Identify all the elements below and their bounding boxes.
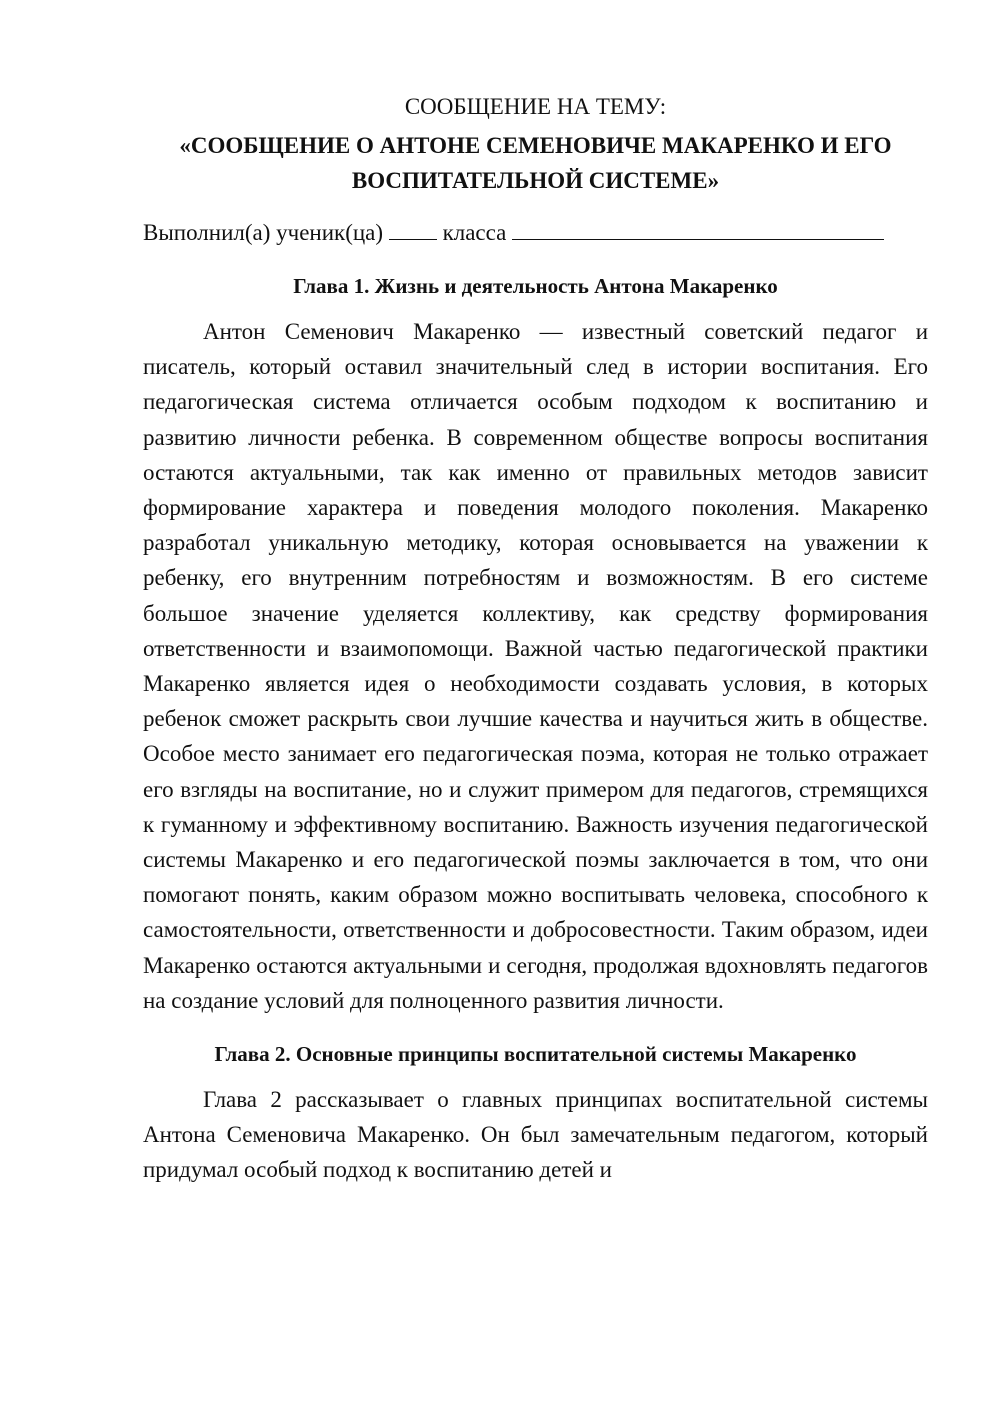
chapter-1-paragraph: Антон Семенович Макаренко — известный советский педагог и писатель, который оставил значительный след в истории воспитания. Его педагогическая система отличается особым подходом к воспитанию и развитию личности ребенка. В современном обществе вопросы воспитания остаются актуальными, так как именно от правильных методов зависит формирование характера и поведения молодого поколения. Макаренко разработал уникальную методику, которая основывается на уважении к ребенку, его внутренним потребностям и возможностям. В его системе большое значение уделяется коллективу, как средству формирования ответственности и взаимопомощи. Важной частью педагогической практики Макаренко является идея о необходимости создавать условия, в которых ребенок сможет раскрыть свои лучшие качества и научиться жить в обществе. Особое место занимает его педагогическая поэма, которая не только отражает его взгляды на воспитание, но и служит примером для педагогов, стремящихся к гуманному и эффективному воспитанию. Важность изучения педагогической системы Макаренко и его педагогической поэмы заключается в том, что они помогают понять, каким образом можно воспитывать человека, способного к самостоятельности, ответственности и добросовестности. Таким образом, идеи Макаренко остаются актуальными и сегодня, продолжая вдохновлять педагогов на создание условий для полноценного развития личности. — [143, 319, 928, 1013]
document-heading: СООБЩЕНИЕ НА ТЕМУ: — [404, 94, 667, 119]
signature-prefix: Выполнил(а) ученик(ца) — [143, 220, 384, 245]
student-name-blank — [512, 215, 884, 240]
chapter-2-paragraph: Глава 2 рассказывает о главных принципах воспитательной системы Антона Семеновича Макаренко. Он был замечательным педагогом, который придумал особый подход к воспитанию детей и — [143, 1087, 928, 1183]
signature-class-label: класса — [442, 220, 507, 245]
chapter-2-title: Глава 2. Основные принципы воспитательной системы Макаренко — [214, 1042, 857, 1067]
document-title: «СООБЩЕНИЕ О АНТОНЕ СЕМЕНОВИЧЕ МАКАРЕНКО И ЕГО ВОСПИТАТЕЛЬНОЙ СИСТЕМЕ» — [179, 133, 892, 193]
chapter-1-title: Глава 1. Жизнь и деятельность Антона Макаренко — [293, 274, 778, 298]
signature-line — [143, 215, 928, 250]
document-page — [143, 90, 928, 1188]
class-number-blank — [389, 215, 437, 240]
